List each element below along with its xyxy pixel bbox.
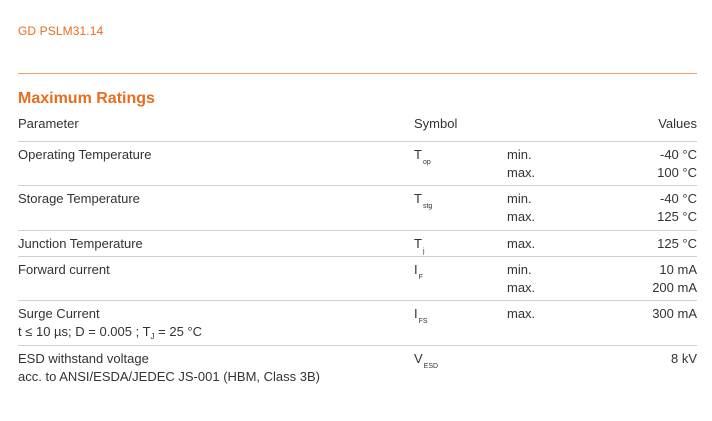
- condition-label: min.: [507, 147, 532, 162]
- condition-label: max.: [507, 306, 536, 321]
- symbol-base: T: [414, 236, 422, 251]
- condition-label: min.: [507, 262, 532, 277]
- param-note-subscript: J: [150, 332, 155, 341]
- header-rule: [18, 73, 697, 74]
- symbol-subscript: stg: [422, 203, 433, 210]
- header-parameter: Parameter: [18, 116, 79, 131]
- symbol-subscript: F: [418, 274, 423, 281]
- param-note-prefix: t ≤ 10 µs; D = 0.005 ; T: [18, 324, 151, 339]
- value: 200 mA: [652, 280, 697, 295]
- condition-label: max.: [507, 209, 536, 224]
- param-label: Forward current: [18, 262, 110, 277]
- symbol-base: T: [414, 147, 422, 162]
- symbol: [414, 305, 428, 326]
- condition-label: min.: [507, 191, 532, 206]
- symbol: [414, 235, 425, 256]
- value: -40 °C: [660, 191, 697, 206]
- symbol: [414, 261, 423, 282]
- symbol-subscript: j: [422, 248, 425, 255]
- maximum-ratings-table: [18, 115, 697, 390]
- condition-label: max.: [507, 165, 536, 180]
- table-row: [18, 257, 697, 301]
- section-title: Maximum Ratings: [18, 90, 155, 107]
- value: 300 mA: [652, 306, 697, 321]
- value: 8 kV: [670, 351, 697, 366]
- value: 125 °C: [657, 209, 697, 224]
- param-label: ESD withstand voltage: [18, 351, 149, 366]
- param-label: Junction Temperature: [18, 236, 143, 251]
- symbol: [414, 350, 438, 371]
- param-label: Surge Current: [18, 306, 100, 321]
- table-row: [18, 346, 697, 390]
- param-note: [18, 323, 202, 343]
- symbol-base: I: [414, 306, 418, 321]
- table-row: [18, 186, 697, 231]
- value: 125 °C: [657, 236, 697, 251]
- document-id: GD PSLM31.14: [18, 24, 104, 38]
- header-symbol: Symbol: [414, 116, 458, 131]
- param-note-suffix: = 25 °C: [154, 324, 203, 339]
- value: -40 °C: [660, 147, 697, 162]
- symbol-subscript: op: [422, 159, 431, 166]
- table-row: [18, 301, 697, 346]
- symbol: [414, 146, 431, 167]
- param-note: acc. to ANSI/ESDA/JEDEC JS-001 (HBM, Class 3B): [18, 369, 320, 384]
- param-label: Operating Temperature: [18, 147, 152, 162]
- symbol-subscript: FS: [418, 318, 428, 325]
- param-label: Storage Temperature: [18, 191, 140, 206]
- symbol-subscript: ESD: [423, 363, 439, 370]
- symbol: [414, 190, 432, 211]
- condition-label: max.: [507, 280, 536, 295]
- symbol-base: I: [414, 262, 418, 277]
- table-row: [18, 142, 697, 186]
- table-row: [18, 231, 697, 257]
- symbol-base: T: [414, 191, 422, 206]
- value: 10 mA: [659, 262, 697, 277]
- table-header-row: [18, 115, 697, 142]
- symbol-base: V: [414, 351, 423, 366]
- condition-label: max.: [507, 236, 536, 251]
- header-values: Values: [658, 116, 697, 131]
- value: 100 °C: [657, 165, 697, 180]
